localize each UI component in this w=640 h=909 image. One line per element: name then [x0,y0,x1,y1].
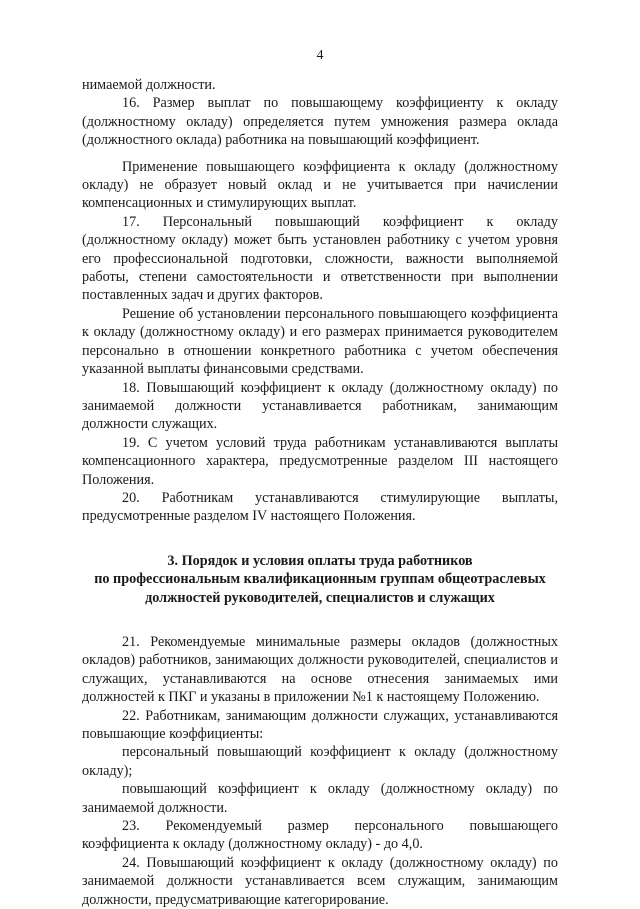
paragraph-17: 17. Персональный повышающий коэффициент к окладу (должностному окладу) может быть установлен работнику с учетом уровня его профессиональной подготовки, сложности, важности выполняемой работы, степени самостоятельности и ответственности при выполнении поставленных задач и других факторов. [82,213,558,304]
paragraph-22-item-position: повышающий коэффициент к окладу (должностному окладу) по занимаемой должности. [82,781,558,816]
section-title-line-1: 3. Порядок и условия оплаты труда работников [167,552,473,569]
paragraph-17-decision: Решение об установлении персонального повышающего коэффициента к окладу (должностному окладу) и его размерах принимается руководителем персонально в отношении конкретного работника с учетом обеспечения указанной выплаты финансовыми средствами. [82,305,558,378]
paragraph-16-application: Применение повышающего коэффициента к окладу (должностному окладу) не образует новый оклад и не учитывается при начислении компенсационных и стимулирующих выплат. [82,158,558,212]
paragraph-19: 19. С учетом условий труда работникам устанавливаются выплаты компенсационного характера, предусмотренные разделом III настоящего Положения. [82,434,558,488]
section-title-line-2: по профессиональным квалификационным группам общеотраслевых должностей руководителей, специалистов и служащих [94,571,546,606]
paragraph-18: 18. Повышающий коэффициент к окладу (должностному окладу) по занимаемой должности устанавливается работникам, занимающим должности служащих. [82,379,558,433]
paragraph-continuation: нимаемой должности. [82,77,216,93]
page-number: 4 [316,48,324,63]
paragraph-22: 22. Работникам, занимающим должности служащих, устанавливаются повышающие коэффициенты: [82,707,558,742]
paragraph-21: 21. Рекомендуемые минимальные размеры окладов (должностных окладов) работников, занимающих должности руководителей, специалистов и служащих, устанавливаются на основе отнесения занимаемых ими должностей к ПКГ и указаны в приложении №1 к настоящему Положению. [82,633,558,706]
section-3-title [82,552,558,607]
paragraph-24: 24. Повышающий коэффициент к окладу (должностному окладу) по занимаемой должности устанавливается всем служащим, занимающим должности, предусматривающие категорирование. [82,854,558,908]
document-body [82,76,558,909]
paragraph-20: 20. Работникам устанавливаются стимулирующие выплаты, предусмотренные разделом IV настоящего Положения. [82,489,558,525]
paragraph-16: 16. Размер выплат по повышающему коэффициенту к окладу (должностному окладу) определяется путем умножения размера оклада (должностного оклада) работника на повышающий коэффициент. [82,95,558,149]
paragraph-22-item-personal: персональный повышающий коэффициент к окладу (должностному окладу); [82,744,558,779]
paragraph-23: 23. Рекомендуемый размер персонального повышающего коэффициента к окладу (должностному окладу) - до 4,0. [82,818,558,853]
